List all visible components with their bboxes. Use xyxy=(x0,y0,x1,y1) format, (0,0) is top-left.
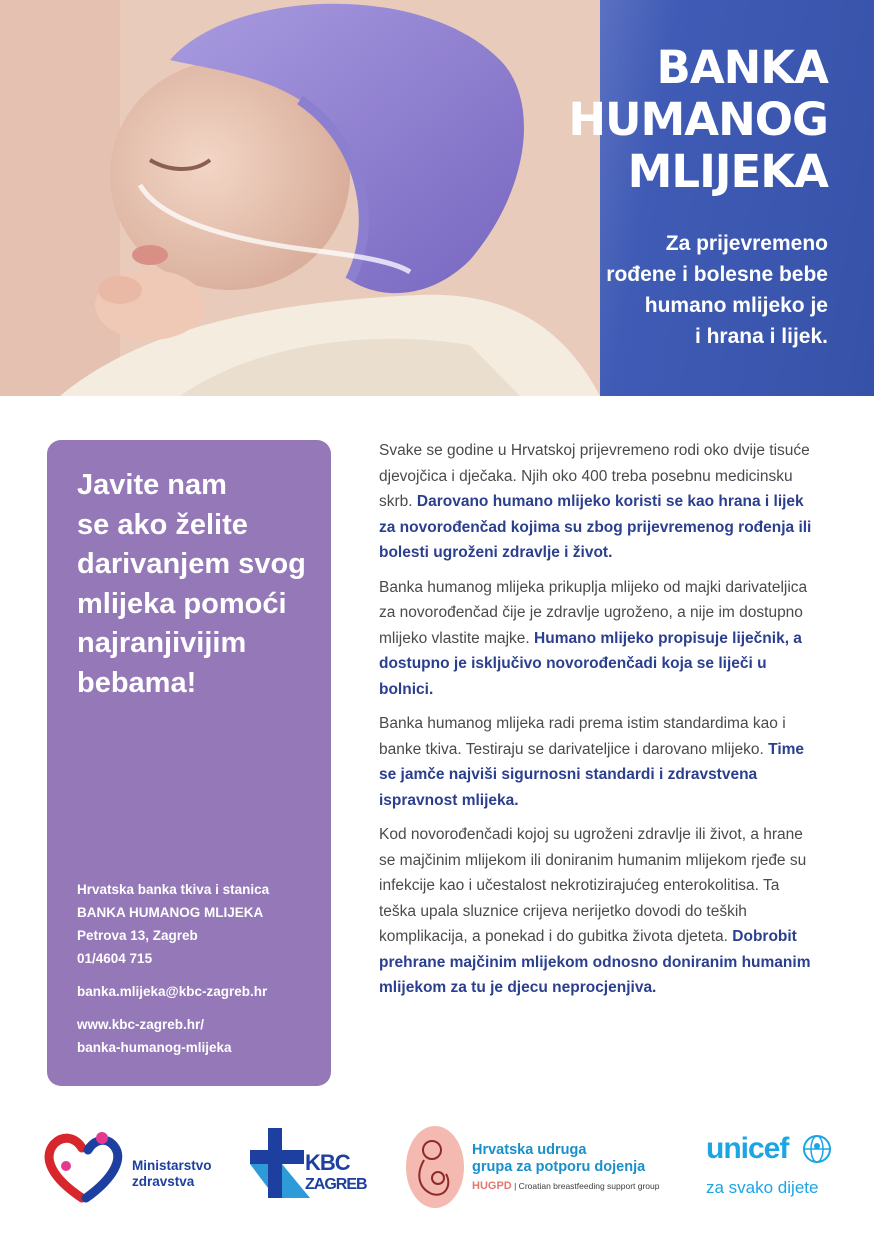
kbc-name xyxy=(305,1152,367,1196)
paragraph xyxy=(379,822,819,1001)
panel-heading-line: bebama! xyxy=(77,666,197,699)
hugpd-title-line: grupa za potporu dojenja xyxy=(472,1159,646,1175)
hugpd-title xyxy=(472,1142,645,1176)
paragraph-text: Banka humanog mlijeka prikuplja mlijeko od majki darivateljica za novorođenčad čije je zdravlje ugroženo, a nije im dostupno mlijeko vlastite majke. xyxy=(379,578,808,647)
kbc-zagreb-logo xyxy=(250,1128,380,1204)
contact-phone[interactable]: 01/4604 715 xyxy=(77,951,153,966)
newborn-photo xyxy=(0,0,600,396)
contact-org: Hrvatska banka tkiva i stanica xyxy=(77,882,270,897)
partner-logos xyxy=(0,1120,874,1220)
panel-heading xyxy=(77,466,306,703)
hero-subtitle-line: Za prijevremeno xyxy=(665,232,828,255)
paragraph xyxy=(379,711,819,813)
hero-title xyxy=(568,42,828,198)
unicef-tagline: za svako dijete xyxy=(706,1178,819,1197)
hero-title-line: HUMANOG xyxy=(568,93,828,146)
hugpd-tagline xyxy=(472,1180,660,1192)
contact-website-link[interactable]: www.kbc-zagreb.hr/ xyxy=(77,1017,205,1032)
paragraph xyxy=(379,575,819,703)
paragraph-highlight: Humano mlijeko propisuje liječnik, a dostupno je isključivo novorođenčadi koja se liječi u bolnici. xyxy=(379,629,802,698)
panel-heading-line: darivanjem svog xyxy=(77,548,306,580)
article-body xyxy=(379,438,819,1010)
paragraph xyxy=(379,438,819,566)
contact-info xyxy=(77,878,269,1059)
call-to-action-panel xyxy=(47,440,331,1086)
panel-heading-line: se ako želite xyxy=(77,508,248,541)
mother-child-icon xyxy=(404,1124,466,1210)
heart-hands-icon xyxy=(42,1128,128,1204)
panel-heading-line: mlijeka pomoći xyxy=(77,587,287,620)
paragraph-highlight: Time se jamče najviši sigurnosni standardi i zdravstvena ispravnost mlijeka. xyxy=(379,740,805,809)
unicef-logo xyxy=(700,1128,840,1204)
paragraph-text: Banka humanog mlijeka radi prema istim standardima kao i banke tkiva. Testiraju se darivateljice i darovano mlijeko. xyxy=(379,715,786,758)
paragraph-highlight: Darovano humano mlijeko koristi se kao hrana i lijek za novorođenčad kojima su zbog prijevremenog rođenja ili bolesti ugroženi zdravlje i život. xyxy=(379,493,812,561)
hugpd-english: | Croatian breastfeeding support group xyxy=(514,1181,660,1191)
ministry-name-line: Ministarstvo xyxy=(132,1158,212,1173)
contact-website-link-cont[interactable]: banka-humanog-mlijeka xyxy=(77,1040,232,1055)
hugpd-logo xyxy=(404,1124,684,1210)
hugpd-abbr: HUGPD xyxy=(472,1180,512,1192)
ministry-name-line: zdravstva xyxy=(132,1174,195,1189)
contact-email-link[interactable]: banka.mlijeka@kbc-zagreb.hr xyxy=(77,984,268,999)
unicef-name: unicef xyxy=(706,1132,789,1165)
panel-heading-line: Javite nam xyxy=(77,469,227,501)
globe-icon xyxy=(802,1134,832,1164)
hero-title-line: BANKA xyxy=(656,41,828,94)
kbc-cross-icon xyxy=(250,1128,310,1198)
contact-name: BANKA HUMANOG MLIJEKA xyxy=(77,905,264,920)
kbc-name-line: KBC xyxy=(305,1150,350,1175)
spacer xyxy=(77,970,269,980)
hero-title-line: MLIJEKA xyxy=(627,145,828,198)
paragraph-text: Kod novorođenčadi kojoj su ugroženi zdravlje ili život, a hrane se majčinim mlijekom ili doniranim humanim mlijekom rjeđe su infekcije kao i učestalost nekrotizirajućeg enterokolitisa. Ta teška upala sluznice crijeva nerijetko dovodi do teških komplikacija, a ponekad i do gubitka života djeteta. xyxy=(379,826,807,945)
hugpd-title-line: Hrvatska udruga xyxy=(472,1142,587,1158)
hero-subtitle-line: humano mlijeko je xyxy=(644,294,828,317)
paragraph-highlight: Dobrobit prehrane majčinim mlijekom odnosno doniranim humanim mlijekom za tu je djecu neprocjenjiva. xyxy=(379,928,811,996)
contact-address: Petrova 13, Zagreb xyxy=(77,928,198,943)
spacer xyxy=(77,1003,269,1013)
hero-subtitle xyxy=(606,228,828,352)
paragraph-text: Svake se godine u Hrvatskoj prijevremeno rodi oko dvije tisuće djevojčica i dječaka. Njih oko 400 treba posebnu medicinsku skrb. xyxy=(379,442,810,510)
hero-subtitle-line: i hrana i lijek. xyxy=(694,325,828,348)
panel-heading-line: najranjivijim xyxy=(77,627,247,659)
ministry-name xyxy=(132,1158,212,1190)
ministry-of-health-logo xyxy=(42,1128,232,1204)
hero-subtitle-line: rođene i bolesne bebe xyxy=(606,263,828,286)
kbc-name-line: ZAGREB xyxy=(305,1176,367,1193)
hero-banner xyxy=(0,0,874,396)
